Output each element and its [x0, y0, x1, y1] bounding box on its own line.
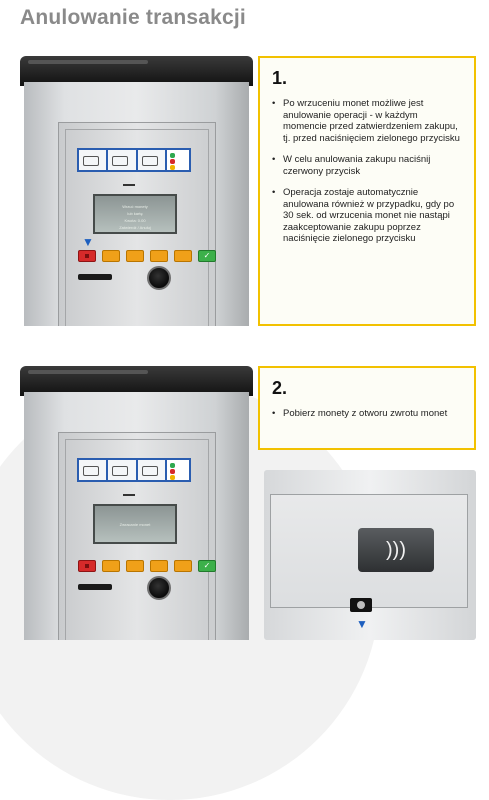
option-button[interactable] [126, 250, 144, 262]
button-legend-icon [167, 460, 189, 480]
machine-button-row [78, 250, 216, 262]
card-slot [78, 584, 112, 590]
cancel-button[interactable] [78, 250, 96, 262]
display-line: Zwracanie monet [119, 522, 151, 527]
ticket-slot [123, 494, 135, 496]
confirm-button[interactable]: ✓ [198, 250, 216, 262]
page-title: Anulowanie transakcji [20, 6, 246, 29]
coin-slot [147, 266, 171, 290]
step-bullet: • W celu anulowania zakupu naciśnij czerwony przycisk [272, 154, 462, 177]
option-button[interactable] [102, 250, 120, 262]
cancel-button[interactable] [78, 560, 96, 572]
coin-return-photo [264, 470, 476, 640]
step-bullet: • Pobierz monety z otworu zwrotu monet [272, 408, 462, 420]
step-number: 2. [272, 378, 288, 398]
machine-button-row [78, 560, 216, 572]
pictogram-icon [108, 460, 135, 480]
pictogram-icon [138, 150, 165, 170]
down-arrow-icon: ▼ [82, 235, 94, 249]
pictogram-icon [138, 460, 165, 480]
display-line: Kwota: 0.00 [124, 218, 146, 223]
down-arrow-icon: ▼ [356, 617, 368, 631]
instruction-pictograms [77, 458, 191, 482]
display-line: lub kartę [127, 211, 143, 216]
parking-machine-illustration-1 [20, 56, 253, 326]
option-button[interactable] [102, 560, 120, 572]
step-2-list [272, 408, 462, 430]
option-button[interactable] [150, 250, 168, 262]
option-button[interactable] [174, 560, 192, 572]
machine-display [93, 504, 177, 544]
pictogram-icon [79, 460, 106, 480]
returned-coin [357, 601, 365, 609]
option-button[interactable] [174, 250, 192, 262]
instruction-pictograms [77, 148, 191, 172]
card-slot [78, 274, 112, 280]
step-bullet: • Po wrzuceniu monet możliwe jest anulowanie operacji - w każdym momencie przed zatwierdzeniem zakupu, tj. przed naciśnięciem zielonego przycisku [272, 98, 462, 144]
contactless-icon: ))) [358, 528, 434, 572]
step-bullet: • Operacja zostaje automatycznie anulowana również w przypadku, gdy po 30 sek. od wrzucenia monet nie nastąpi zaakceptowanie zakupu poprzez naciśnięcie zielonego przycisku [272, 187, 462, 245]
button-legend-icon [167, 150, 189, 170]
display-line: Wrzuć monety [122, 204, 148, 209]
step-1-box [258, 56, 476, 326]
step-2-box [258, 366, 476, 450]
display-line: Zatwierdź / Anuluj [119, 225, 151, 230]
option-button[interactable] [126, 560, 144, 572]
parking-machine-illustration-2 [20, 366, 253, 640]
ticket-slot [123, 184, 135, 186]
step-1-list [272, 98, 462, 255]
confirm-button[interactable]: ✓ [198, 560, 216, 572]
pictogram-icon [79, 150, 106, 170]
machine-display [93, 194, 177, 234]
step-number: 1. [272, 68, 288, 88]
option-button[interactable] [150, 560, 168, 572]
coin-slot [147, 576, 171, 600]
pictogram-icon [108, 150, 135, 170]
